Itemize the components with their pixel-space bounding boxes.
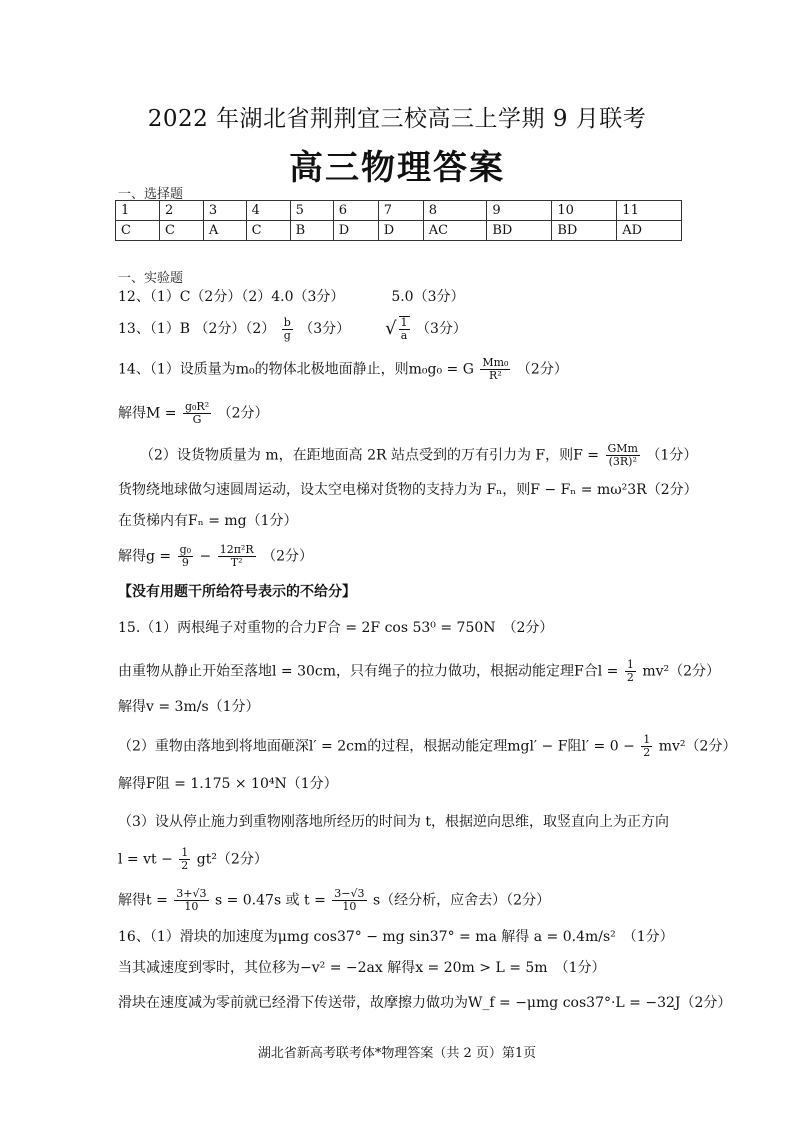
q14-line5: 在货梯内有Fₙ = mg（1分） <box>118 513 298 529</box>
q15-line4: （2）重物由落地到将地面砸深l′ = 2cm的过程，根据动能定理mgl′ − F阻l′ = 0 − $\frac{1}{2}$ mv²（2分） <box>118 733 737 759</box>
q15-line8: 解得t = $\frac{3+√3}{10}$ s = 0.47s 或 t = $\frac{3-√3}{10}$ s（经分析，应舍去）（2分） <box>118 887 551 913</box>
q14-line4: 货物绕地球做匀速圆周运动，设太空电梯对货物的支持力为 Fₙ，则F − Fₙ = mω²3R（2分） <box>118 482 698 498</box>
table-cell-number: 8 <box>423 201 487 221</box>
document-title: 2022 年湖北省荆荆宜三校高三上学期 9 月联考 <box>147 106 647 132</box>
table-cell-number: 2 <box>159 201 203 221</box>
q14-line1: 14、（1）设质量为m₀的物体北极地面静止，则m₀g₀ = G $\frac{\text{Mm₀}}{\text{R²}}$ （2分） <box>118 356 568 382</box>
q12-part2: 5.0（3分） <box>391 289 465 305</box>
q13-part1: 13、（1）B （2分）（2） <box>118 321 276 337</box>
q14-note: 【没有用题干所给符号表示的不给分】 <box>118 584 356 600</box>
table-cell-number: 11 <box>617 201 682 221</box>
q16-line3: 滑块在速度减为零前就已经滑下传送带，故摩擦力做功为W_f = −μmg cos37°·L = −32J（2分） <box>118 995 732 1011</box>
q12-part1: 12、（1）C（2分）（2）4.0（3分） <box>118 289 345 305</box>
table-row-answers <box>116 221 682 241</box>
q12-line <box>118 287 465 307</box>
q15-line1: 15.（1）两根绳子对重物的合力F合 = 2F cos 53⁰ = 750N （2分） <box>118 620 554 636</box>
table-cell-answer: AD <box>617 221 682 241</box>
q13-line <box>118 316 467 342</box>
table-cell-number: 5 <box>290 201 333 221</box>
table-cell-number: 4 <box>246 201 290 221</box>
q15-line7: l = vt − $\frac{1}{2}$ gt²（2分） <box>118 846 268 872</box>
q14-line2: 解得M = $\frac{\text{g₀R²}}{G}$ （2分） <box>118 400 269 426</box>
table-cell-number: 6 <box>333 201 378 221</box>
answer-table <box>115 200 682 241</box>
table-cell-answer: BD <box>552 221 617 241</box>
table-cell-answer: BD <box>487 221 552 241</box>
table-cell-answer: C <box>246 221 290 241</box>
q13-part2: （3分） <box>299 321 351 337</box>
sqrt-icon: √ <box>385 318 397 339</box>
table-cell-answer: C <box>116 221 160 241</box>
table-cell-number: 10 <box>552 201 617 221</box>
q13-sqrt-fraction: $\frac{1}{a}$ <box>400 316 408 342</box>
q14-line3: （2）设货物质量为 m，在距地面高 2R 站点受到的万有引力为 F，则F = $\frac{\text{GMm}}{\text{(3R)²}}$ （1分） <box>140 442 698 468</box>
table-cell-answer: B <box>290 221 333 241</box>
table-cell-answer: AC <box>423 221 487 241</box>
q16-line1: 16、（1）滑块的加速度为μmg cos37° − mg sin37° = ma 解得 a = 0.4m/s² （1分） <box>118 929 674 945</box>
table-cell-number: 3 <box>203 201 246 221</box>
q15-line5: 解得F阻 = 1.175 × 10⁴N（1分） <box>118 776 338 792</box>
q16-line2: 当其减速度到零时，其位移为−v² = −2ax 解得x = 20m > L = 5m （1分） <box>118 960 606 976</box>
q14-line6: 解得g = $\frac{\text{g₀}}{9}$ − $\frac{\text{12π²R}}{\text{T²}}$ （2分） <box>118 543 313 569</box>
table-cell-answer: C <box>159 221 203 241</box>
section-choice-label: 一、选择题 <box>118 187 184 202</box>
table-cell-number: 7 <box>378 201 423 221</box>
q15-line3: 解得v = 3m/s（1分） <box>118 699 260 715</box>
table-cell-number: 1 <box>116 201 160 221</box>
table-row-numbers <box>116 201 682 221</box>
q13-fraction: $\frac{b}{g}$ <box>283 315 291 342</box>
section-experiment-label: 一、实验题 <box>118 271 184 286</box>
table-cell-number: 9 <box>487 201 552 221</box>
q13-part3: （3分） <box>416 321 467 337</box>
page-footer: 湖北省新高考联考体*物理答案（共 2 页）第1页 <box>257 1046 537 1061</box>
q15-line6: （3）设从停止施力到重物刚落地所经历的时间为 t，根据逆向思维，取竖直向上为正方向 <box>118 814 669 830</box>
table-cell-answer: D <box>333 221 378 241</box>
q15-line2: 由重物从静止开始至落地l = 30cm，只有绳子的拉力做功，根据动能定理F合l = $\frac{1}{2}$ mv²（2分） <box>118 658 721 684</box>
table-cell-answer: D <box>378 221 423 241</box>
table-cell-answer: A <box>203 221 246 241</box>
document-subtitle: 高三物理答案 <box>289 148 505 188</box>
